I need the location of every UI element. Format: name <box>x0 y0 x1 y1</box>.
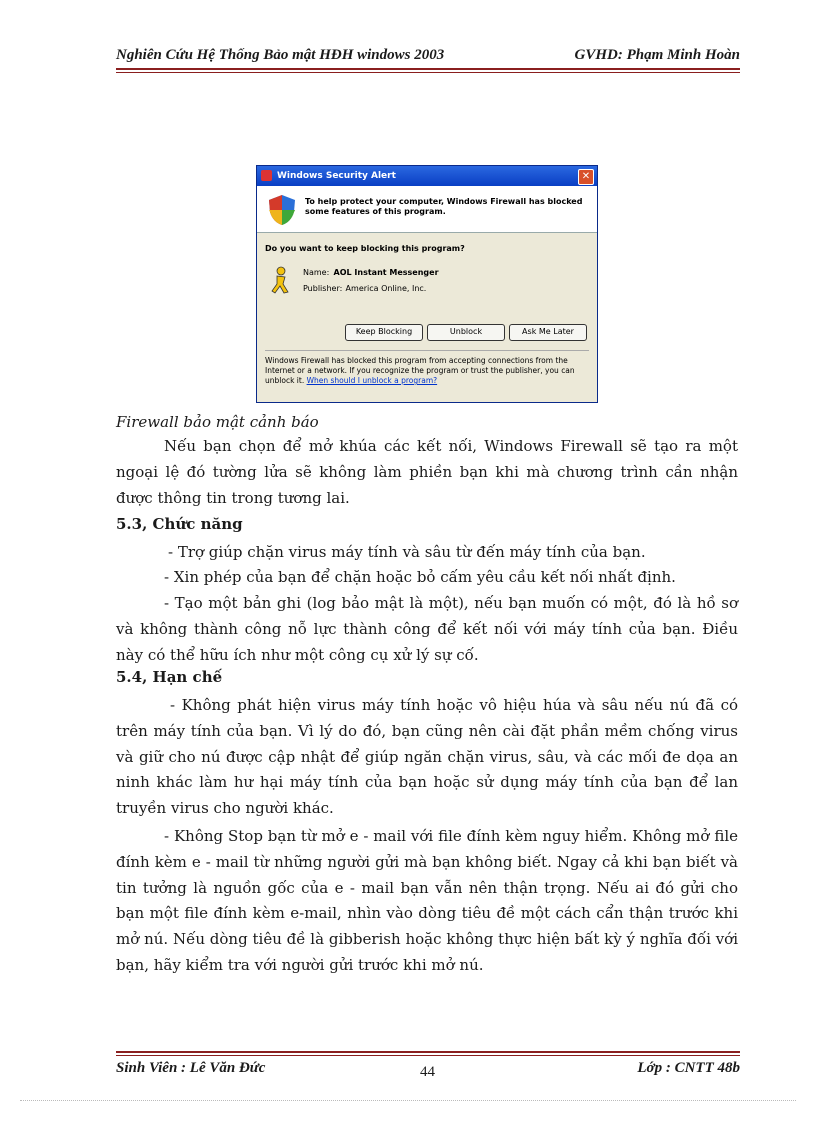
dialog-separator <box>265 350 589 351</box>
limitation-item-2: - Không Stop bạn từ mở e - mail với file đính kèm nguy hiểm. Không mở file đính kèm e - mail từ những người gửi mà bạn không biết. Ngay cả khi bạn biết và tin tưởng là nguồn gốc của e - mail bạn vẫn nên thận trọng. Nếu ai đó gửi cho bạn một file đính kèm e-mail, nhìn vào dòng tiêu đề một cách cẩn thận trước khi mở nú. Nếu dòng tiêu đề là gibberish hoặc không thực hiện bất kỳ ý nghĩa đối với bạn, hãy kiểm tra với người gửi trước khi mở nú. <box>116 827 738 974</box>
paragraph-intro: Nếu bạn chọn để mở khúa các kết nối, Windows Firewall sẽ tạo ra một ngoại lệ đó tường lửa sẽ không làm phiền bạn khi mà chương trình cần nhận được thông tin trong tương lai. <box>116 437 738 507</box>
name-value: AOL Instant Messenger <box>333 268 439 277</box>
dialog-footer-text: Windows Firewall has blocked this program from accepting connections from the Internet or a network. If you recognize the program or trust the publisher, you can unblock it. <box>265 356 575 385</box>
publisher-row <box>303 284 426 293</box>
dialog-titlebar <box>257 166 597 186</box>
banner-text: To help protect your computer, Windows Firewall has blocked some features of this program. <box>305 197 583 216</box>
page-bottom-dotted-line <box>20 1100 796 1101</box>
header-title: Nghiên Cứu Hệ Thống Bảo mật HĐH windows 2003 <box>116 47 445 63</box>
dialog-title: Windows Security Alert <box>277 171 396 181</box>
shield-icon <box>267 194 297 226</box>
close-icon: ✕ <box>578 169 594 185</box>
ask-me-later-button: Ask Me Later <box>509 324 587 341</box>
aim-running-man-icon <box>267 266 293 296</box>
security-alert-screenshot <box>256 165 598 403</box>
figure-caption: Firewall bảo mật cảnh báo <box>116 413 319 431</box>
keep-blocking-button: Keep Blocking <box>345 324 423 341</box>
name-row <box>303 268 439 277</box>
heading-5-4: 5.4, Hạn chế <box>116 668 223 686</box>
function-item-1: - Trợ giúp chặn virus máy tính và sâu từ đến máy tính của bạn. <box>168 543 646 561</box>
header-advisor: GVHD: Phạm Minh Hoàn <box>574 47 740 63</box>
dialog-footer <box>265 356 585 386</box>
dialog-question: Do you want to keep blocking this program? <box>265 244 465 253</box>
header-rule-thin <box>116 72 740 73</box>
page-header <box>116 44 740 66</box>
header-rule <box>116 68 740 70</box>
name-label: Name: <box>303 268 330 277</box>
heading-5-3: 5.3, Chức năng <box>116 515 243 533</box>
footer-class: Lớp : CNTT 48b <box>637 1060 740 1076</box>
footer-rule-thin <box>116 1055 740 1056</box>
limitation-item-1: - Không phát hiện virus máy tính hoặc vô hiệu húa và sâu nếu nú đã có trên máy tính của bạn. Vì lý do đó, bạn cũng nên cài đặt phần mềm chống virus và giữ cho nú được cập nhật để giúp ngăn chặn virus, sâu, và các mối đe dọa an ninh khác làm hư hại máy tính của bạn hoặc sử dụng máy tính của bạn để lan truyền virus cho người khác. <box>116 696 738 818</box>
unblock-help-link: When should I unblock a program? <box>306 376 438 385</box>
publisher-label: Publisher: <box>303 284 343 293</box>
publisher-value: America Online, Inc. <box>345 284 427 293</box>
unblock-button: Unblock <box>427 324 505 341</box>
function-item-3: - Tạo một bản ghi (log bảo mật là một), nếu bạn muốn có một, đó là hồ sơ và không thành công nỗ lực thành công để kết nối với máy tính của bạn. Điều này có thể hữu ích như một công cụ xử lý sự cố. <box>116 594 738 664</box>
function-item-2: - Xin phép của bạn để chặn hoặc bỏ cấm yêu cầu kết nối nhất định. <box>164 568 676 586</box>
footer-student: Sinh Viên : Lê Văn Đức <box>116 1060 266 1076</box>
page-number: 44 <box>420 1064 435 1080</box>
footer-rule <box>116 1051 740 1053</box>
shield-small-icon <box>261 170 272 181</box>
dialog-banner <box>257 186 597 233</box>
